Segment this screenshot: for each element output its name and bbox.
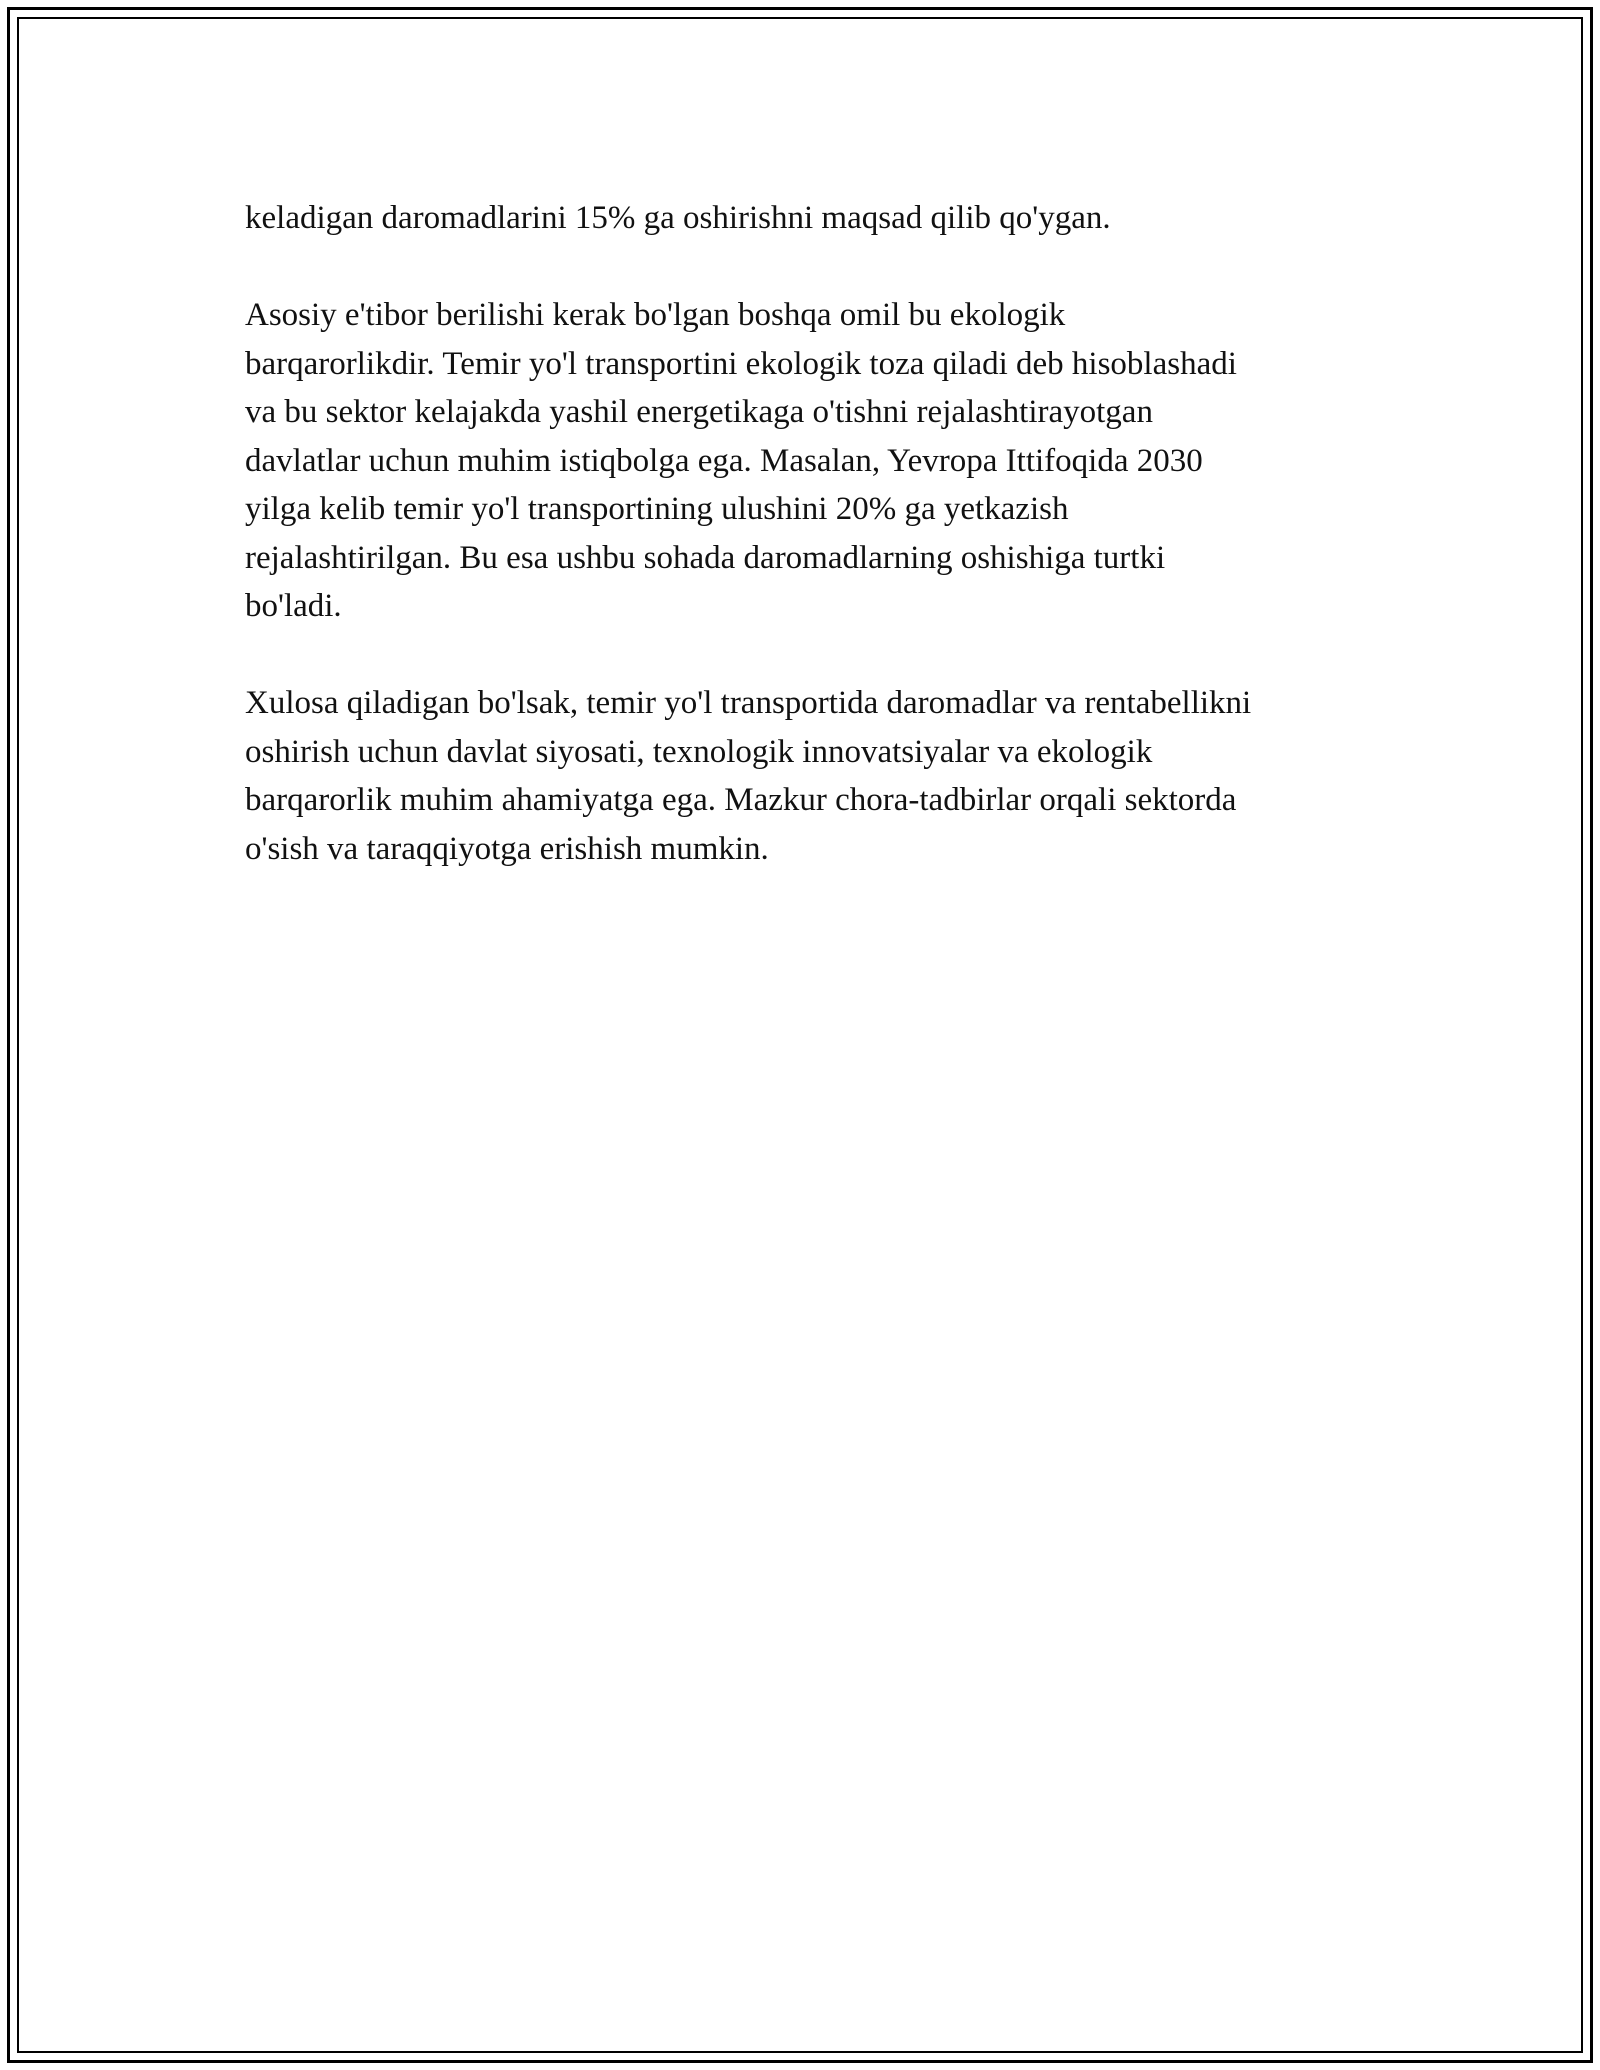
text-line: va bu sektor kelajakda yashil energetikaga o'tishni rejalashtirayotgan bbox=[245, 394, 1153, 430]
text-line: Asosiy e'tibor berilishi kerak bo'lgan boshqa omil bu ekologik bbox=[245, 297, 1066, 333]
paragraph-2 bbox=[245, 291, 1385, 631]
paragraph-1 bbox=[245, 194, 1385, 243]
text-line: bo'ladi. bbox=[245, 588, 342, 624]
text-line: barqarorlikdir. Temir yo'l transportini ekologik toza qiladi deb hisoblashadi bbox=[245, 345, 1237, 382]
text-line: barqarorlik muhim ahamiyatga ega. Mazkur chora-tadbirlar orqali sektorda bbox=[245, 782, 1237, 818]
text-line: oshirish uchun davlat siyosati, texnologik innovatsiyalar va ekologik bbox=[245, 733, 1153, 770]
text-line: davlatlar uchun muhim istiqbolga ega. Masalan, Yevropa Ittifoqida 2030 bbox=[245, 442, 1203, 479]
text-line: keladigan daromadlarini 15% ga oshirishni maqsad qilib qo'ygan. bbox=[245, 200, 1111, 236]
text-line: rejalashtirilgan. Bu esa ushbu sohada daromadlarning oshishiga turtki bbox=[245, 539, 1166, 576]
text-line: Xulosa qiladigan bo'lsak, temir yo'l transportida daromadlar va rentabellikni bbox=[245, 685, 1252, 721]
document-body bbox=[245, 194, 1385, 922]
text-line: o'sish va taraqqiyotga erishish mumkin. bbox=[245, 830, 769, 867]
text-line: yilga kelib temir yo'l transportining ulushini 20% ga yetkazish bbox=[245, 491, 1069, 527]
paragraph-3 bbox=[245, 679, 1385, 873]
page-border-outer bbox=[7, 7, 1593, 2063]
